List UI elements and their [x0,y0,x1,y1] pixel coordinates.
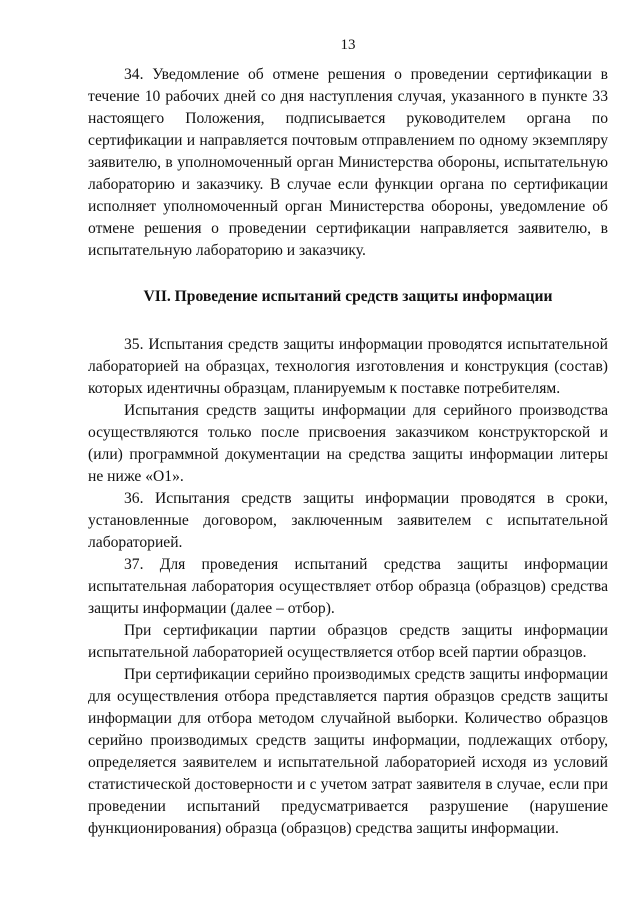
section-heading: VII. Проведение испытаний средств защиты информации [143,288,553,305]
paragraph-36: 36. Испытания средств защиты информации проводятся в сроки, установленные договором, заключенным заявителем с испытательной лабораторией. [88,490,608,551]
paragraph-35: 35. Испытания средств защиты информации проводятся испытательной лабораторией на образцах, технология изготовления и конструкция (состав) которых идентичны образцам, планируемым к поставке потребителям. [88,336,608,397]
document-body [88,64,608,840]
page-number: 13 [340,37,356,53]
paragraph-35-serial: Испытания средств защиты информации для серийного производства осуществляются только после присвоения заказчиком конструкторской и (или) программной документации на средства защиты информации литеры не ниже «О1». [88,402,608,485]
paragraph-37: 37. Для проведения испытаний средства защиты информации испытательная лаборатория осуществляет отбор образца (образцов) средства защиты информации (далее – отбор). [88,556,608,617]
document-page [88,0,608,905]
paragraph-34: 34. Уведомление об отмене решения о проведении сертификации в течение 10 рабочих дней со дня наступления случая, указанного в пункте 33 настоящего Положения, подписывается руководителем органа по сертификации и направляется почтовым отправлением по одному экземпляру заявителю, в уполномоченный орган Министерства обороны, испытательную лабораторию и заказчику. В случае если функции органа по сертификации исполняет уполномоченный орган Министерства обороны, уведомление об отмене решения о проведении сертификации направляется заявителю, в испытательную лабораторию и заказчику. [88,66,608,259]
paragraph-37-serial: При сертификации серийно производимых средств защиты информации для осуществления отбора представляется партия образцов средств защиты информации для отбора методом случайной выборки. Количество образцов серийно производимых средств защиты информации, подлежащих отбору, определяется заявителем и испытательной лабораторией исходя из условий статистической достоверности и с учетом затрат заявителя в случае, если при проведении испытаний предусматривается разрушение (нарушение функционирования) образца (образцов) средства защиты информации. [88,666,608,837]
paragraph-37-batch: При сертификации партии образцов средств защиты информации испытательной лабораторией осуществляется отбор всей партии образцов. [88,622,608,661]
